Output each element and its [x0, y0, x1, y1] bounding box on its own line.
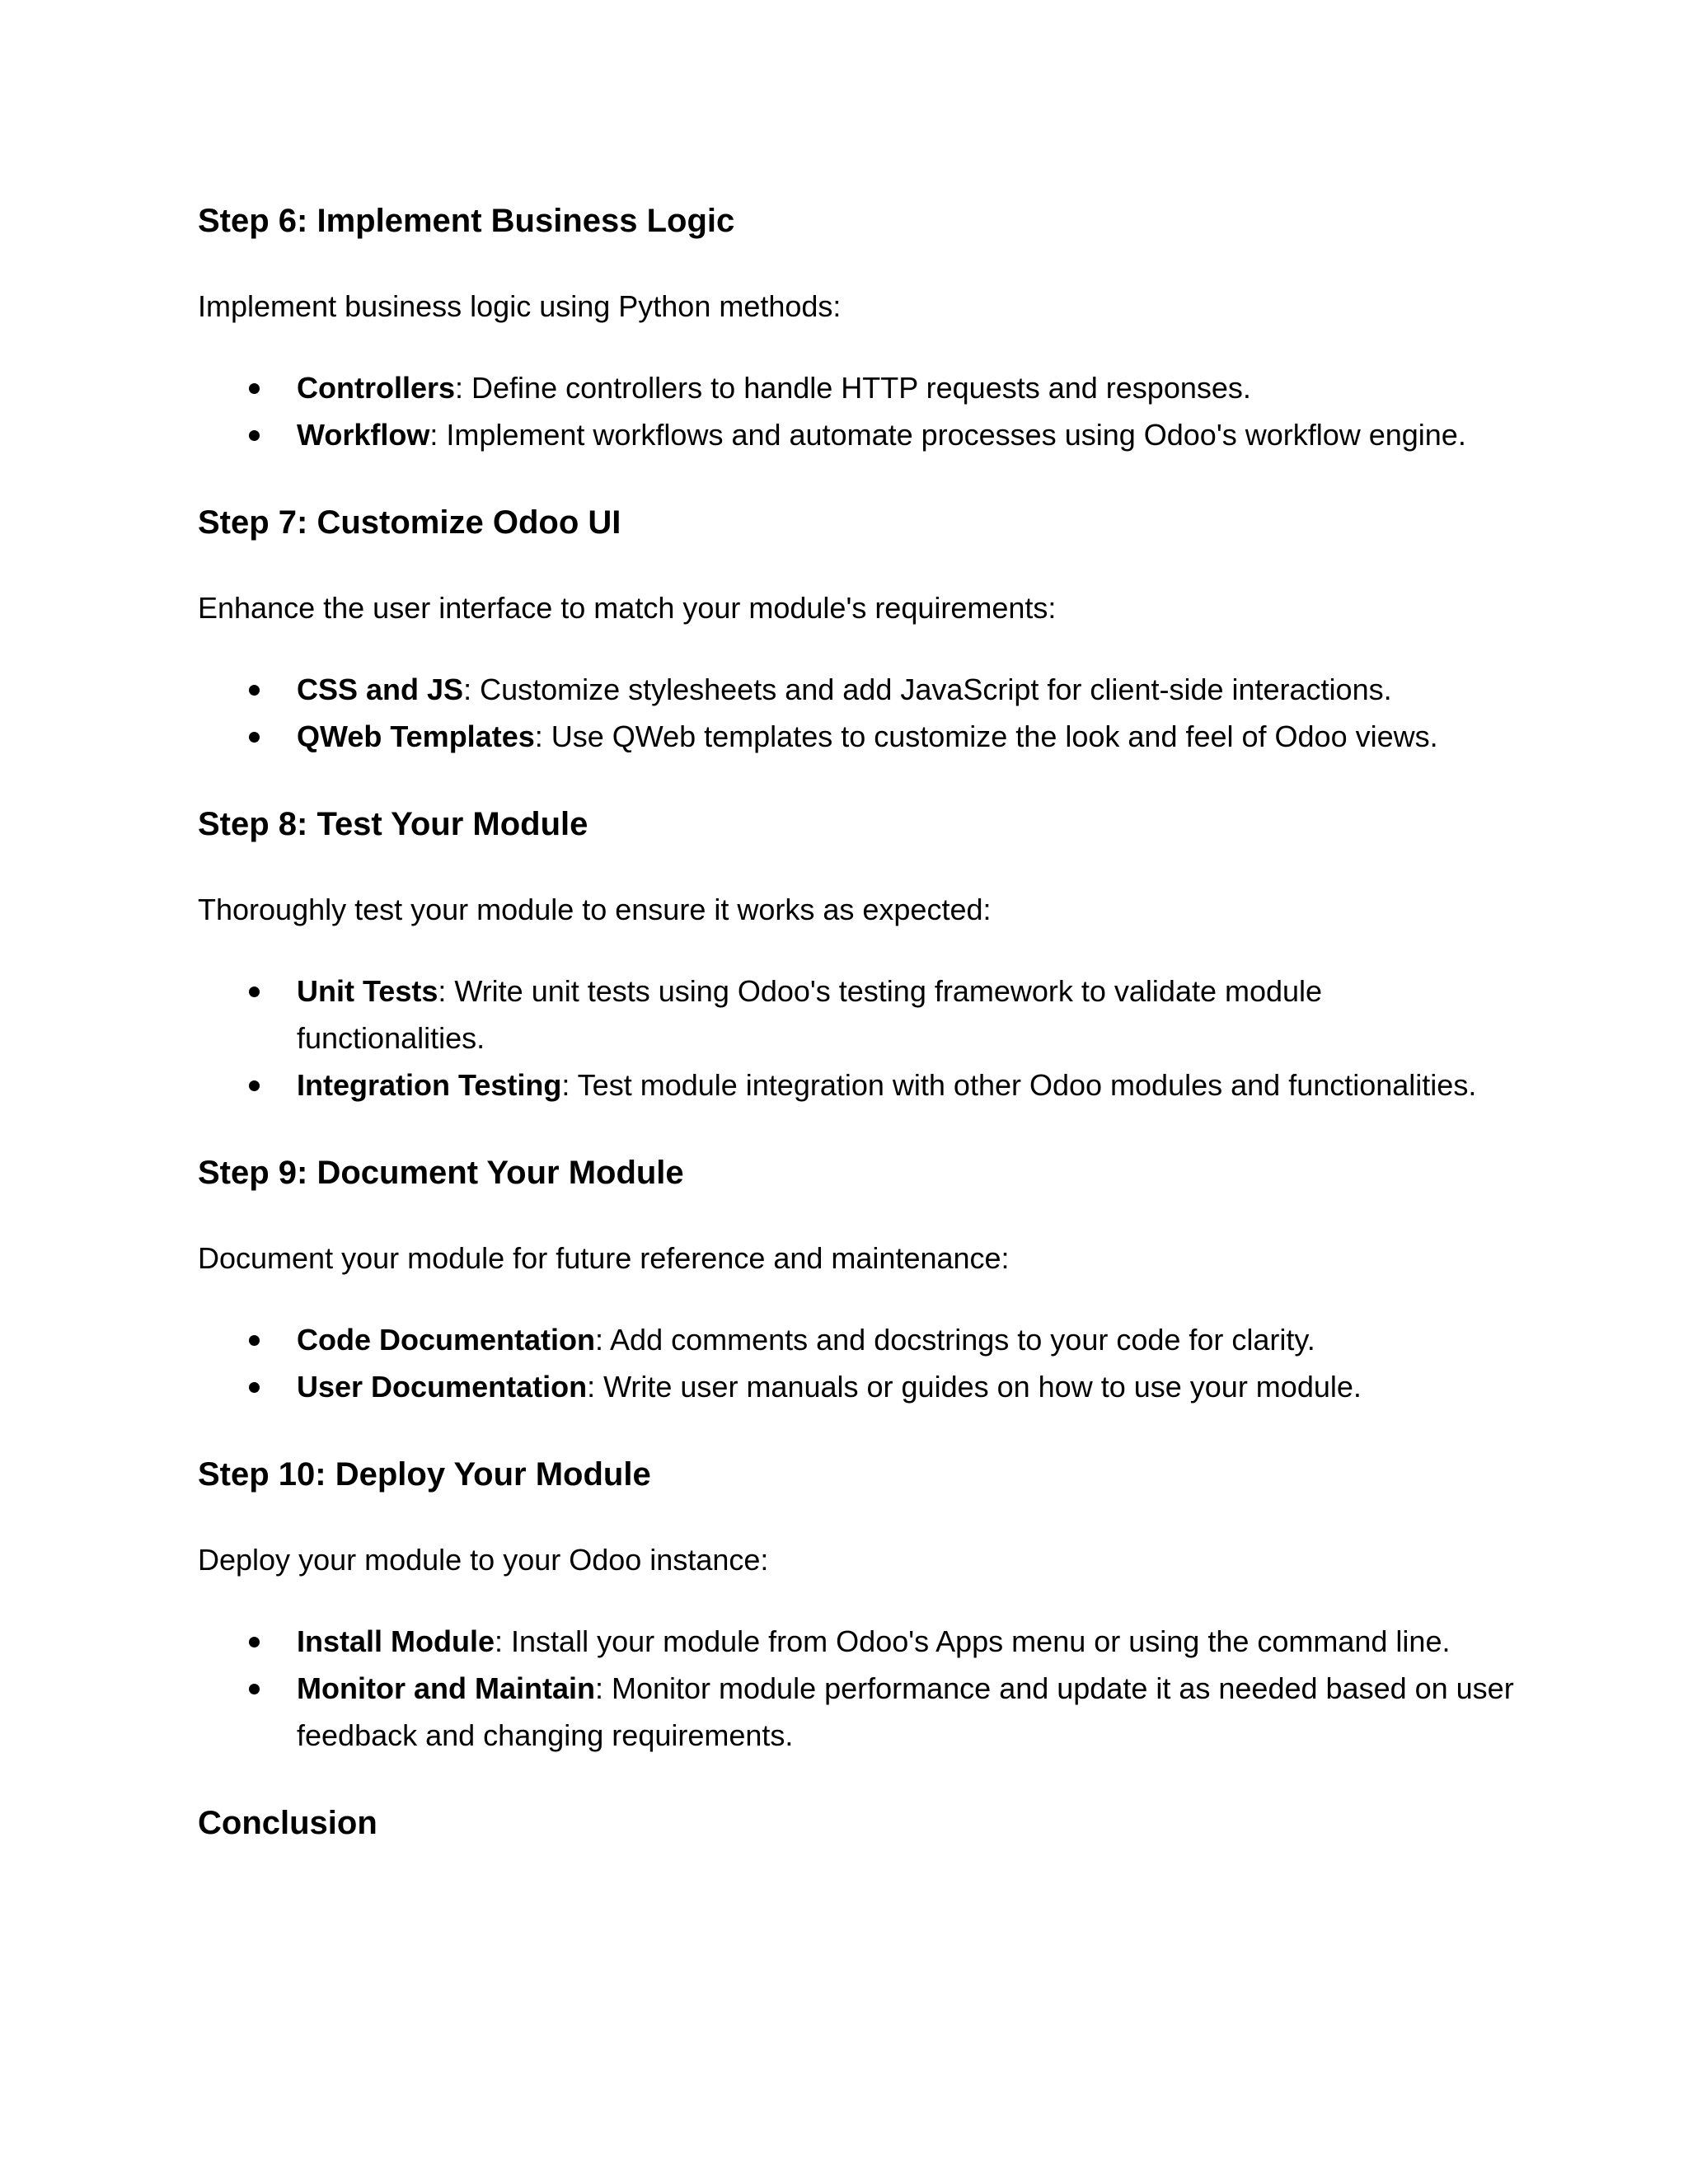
item-term: Unit Tests: [297, 974, 438, 1008]
item-term: Code Documentation: [297, 1323, 596, 1357]
section-heading: Step 9: Document Your Module: [198, 1155, 684, 1191]
item-text: : Define controllers to handle HTTP requests and responses.: [455, 371, 1251, 405]
item-text: : Test module integration with other Odoo modules and functionalities.: [561, 1068, 1477, 1102]
item-text: : Monitor module performance and update it as needed based on user feedback and changing requirements.: [297, 1671, 1514, 1752]
section-intro: Deploy your module to your Odoo instance:: [198, 1543, 769, 1577]
section-heading: Step 8: Test Your Module: [198, 806, 588, 842]
bullet-icon: [249, 430, 260, 441]
bullet-list: [198, 1316, 1517, 1410]
item-term: Integration Testing: [297, 1068, 562, 1102]
list-item: [198, 666, 1517, 713]
bullet-list: [198, 666, 1517, 760]
list-item: [198, 1363, 1517, 1410]
list-item: [198, 411, 1517, 458]
bullet-icon: [249, 732, 260, 743]
item-term: CSS and JS: [297, 673, 464, 706]
section-intro: Implement business logic using Python methods:: [198, 289, 842, 323]
section-step-8: [198, 801, 1517, 1108]
section-step-9: [198, 1150, 1517, 1410]
item-term: Monitor and Maintain: [297, 1671, 595, 1705]
bullet-icon: [249, 987, 260, 997]
item-text: : Implement workflows and automate processes using Odoo's workflow engine.: [429, 418, 1466, 452]
item-term: QWeb Templates: [297, 719, 535, 753]
bullet-icon: [249, 685, 260, 696]
section-step-6: [198, 198, 1517, 458]
list-item: [198, 968, 1517, 1062]
bullet-icon: [249, 1637, 260, 1647]
conclusion-heading: Conclusion: [198, 1805, 377, 1841]
section-intro: Enhance the user interface to match your module's requirements:: [198, 591, 1057, 625]
bullet-icon: [249, 383, 260, 394]
list-item: [198, 1618, 1517, 1665]
list-item: [198, 713, 1517, 760]
bullet-icon: [249, 1382, 260, 1393]
list-item: [198, 1316, 1517, 1363]
bullet-icon: [249, 1684, 260, 1694]
item-text: : Write user manuals or guides on how to use your module.: [587, 1370, 1362, 1404]
item-text: : Use QWeb templates to customize the look and feel of Odoo views.: [534, 719, 1438, 753]
bullet-icon: [249, 1080, 260, 1091]
item-term: Install Module: [297, 1624, 495, 1658]
section-heading: Step 6: Implement Business Logic: [198, 203, 735, 239]
list-item: [198, 364, 1517, 411]
section-step-10: [198, 1451, 1517, 1759]
section-intro: Document your module for future reference and maintenance:: [198, 1241, 1010, 1275]
section-conclusion: [198, 1800, 1517, 1846]
bullet-list: [198, 364, 1517, 458]
section-step-7: [198, 499, 1517, 760]
item-term: User Documentation: [297, 1370, 588, 1404]
section-intro: Thoroughly test your module to ensure it works as expected:: [198, 893, 992, 926]
item-text: : Add comments and docstrings to your code for clarity.: [595, 1323, 1315, 1357]
item-text: : Customize stylesheets and add JavaScript for client-side interactions.: [463, 673, 1392, 706]
item-text: : Write unit tests using Odoo's testing framework to validate module functionalities.: [297, 974, 1323, 1055]
item-term: Workflow: [297, 418, 430, 452]
bullet-icon: [249, 1335, 260, 1346]
list-item: [198, 1062, 1517, 1108]
section-heading: Step 10: Deploy Your Module: [198, 1456, 651, 1493]
list-item: [198, 1665, 1517, 1759]
bullet-list: [198, 1618, 1517, 1759]
bullet-list: [198, 968, 1517, 1108]
item-term: Controllers: [297, 371, 456, 405]
document-content: [198, 198, 1517, 1886]
section-heading: Step 7: Customize Odoo UI: [198, 504, 621, 541]
item-text: : Install your module from Odoo's Apps menu or using the command line.: [495, 1624, 1451, 1658]
